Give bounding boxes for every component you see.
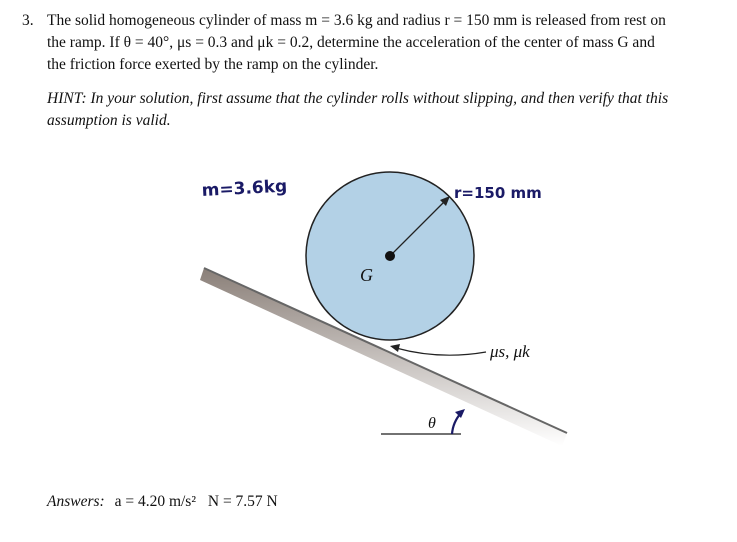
- answers: [47, 493, 278, 511]
- angle-label: θ: [428, 415, 436, 432]
- friction-leader-arrowhead: [390, 344, 400, 352]
- answers-label: Answers:: [47, 493, 105, 510]
- angle-arrowhead: [455, 409, 465, 418]
- center-of-mass-dot: [385, 251, 395, 261]
- answer-acceleration: a = 4.20 m/s²: [114, 493, 196, 510]
- problem-line-3: the friction force exerted by the ramp on the cylinder.: [47, 56, 379, 73]
- friction-label: μs, μk: [490, 342, 530, 361]
- problem-line-2: the ramp. If θ = 40°, μs = 0.3 and μk = 0.2, determine the acceleration of the center of mass G and: [47, 34, 655, 51]
- problem-number: 3.: [22, 12, 34, 29]
- center-label: G: [360, 265, 373, 285]
- answer-normal-force: N = 7.57 N: [207, 493, 278, 510]
- mass-label: m=3.6kg: [201, 176, 288, 201]
- hint-line-1: HINT: In your solution, first assume that the cylinder rolls without slipping, and then verify that this: [47, 90, 669, 107]
- hint-line-2: assumption is valid.: [47, 112, 171, 129]
- radius-label: r=150 mm: [454, 184, 542, 202]
- friction-leader: [396, 348, 486, 355]
- problem-line-1: The solid homogeneous cylinder of mass m = 3.6 kg and radius r = 150 mm is released from rest on: [47, 12, 666, 29]
